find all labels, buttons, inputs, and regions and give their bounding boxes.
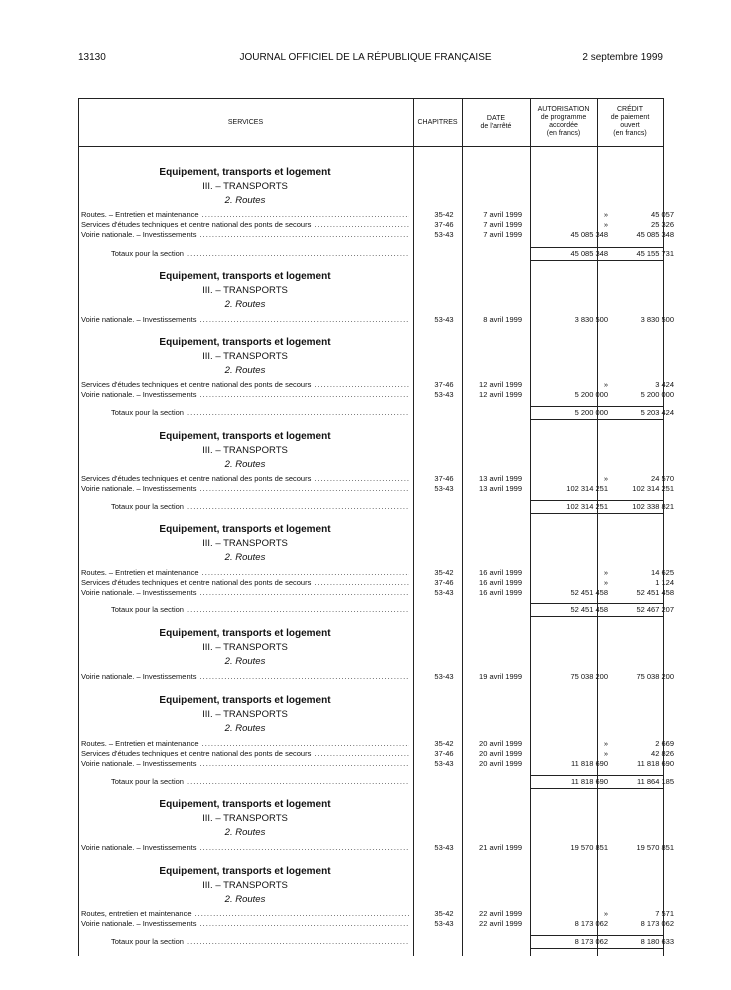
table-row <box>81 578 674 588</box>
row-autorisation: » <box>603 220 608 229</box>
row-date: 12 avril 1999 <box>479 390 522 399</box>
column-header-credit <box>597 106 663 138</box>
column-header-autorisation-line4: (en francs) <box>546 130 581 137</box>
section-subsection: 2. Routes <box>224 827 266 838</box>
row-chapter: 53-43 <box>434 390 454 399</box>
section-subsection: 2. Routes <box>224 723 266 734</box>
totals-autorisation: 102 314 251 <box>566 502 608 511</box>
section-title: Equipement, transports et logement <box>159 167 331 178</box>
table-row <box>81 230 674 240</box>
section-heading <box>120 798 370 840</box>
row-autorisation: 19 570 851 <box>570 843 608 852</box>
row-autorisation: » <box>603 909 608 918</box>
row-label: Voirie nationale. – Investissements ..... <box>81 843 409 853</box>
row-credit: 8 173 062 <box>640 919 674 928</box>
row-label: Voirie nationale. – Investissements ..... <box>81 230 409 240</box>
row-autorisation: » <box>603 568 608 577</box>
row-credit: 3 830 500 <box>640 315 674 324</box>
totals-credit: 11 864 185 <box>637 777 674 786</box>
row-date: 20 avril 1999 <box>479 739 522 748</box>
row-chapter: 53-43 <box>434 672 454 681</box>
section-subsection: 2. Routes <box>224 656 266 667</box>
section-totals <box>81 936 674 948</box>
row-autorisation: 8 173 062 <box>574 919 608 928</box>
section-subsection: 2. Routes <box>224 299 266 310</box>
section-totals <box>81 604 674 616</box>
row-autorisation: » <box>603 380 608 389</box>
section-heading <box>120 430 370 472</box>
section-subtitle: III. – TRANSPORTS <box>202 642 288 653</box>
section-subtitle: III. – TRANSPORTS <box>202 709 288 720</box>
row-label: Routes. – Entretien et maintenance ..... <box>81 568 409 578</box>
row-label: Services d'études techniques et centre national des ponts de secours ..... <box>81 749 409 759</box>
row-date: 16 avril 1999 <box>479 588 522 597</box>
row-label: Services d'études techniques et centre national des ponts de secours ..... <box>81 578 409 588</box>
section-title: Equipement, transports et logement <box>159 799 331 810</box>
row-credit: 45 057 <box>651 210 674 219</box>
row-credit: 42 826 <box>651 749 674 758</box>
row-chapter: 37-46 <box>434 749 454 758</box>
totals-label: Totaux pour la section ..... <box>111 604 409 616</box>
section-subtitle: III. – TRANSPORTS <box>202 813 288 824</box>
row-label: Routes. – Entretien et maintenance ..... <box>81 739 409 749</box>
row-autorisation: » <box>603 210 608 219</box>
row-autorisation: » <box>603 739 608 748</box>
row-autorisation: » <box>603 578 608 587</box>
section-subtitle: III. – TRANSPORTS <box>202 181 288 192</box>
row-label: Services d'études techniques et centre national des ponts de secours ..... <box>81 220 409 230</box>
row-credit: 52 451 458 <box>636 588 674 597</box>
column-header-credit-line2: de paiement <box>610 114 650 121</box>
row-label: Routes. – Entretien et maintenance ..... <box>81 210 409 220</box>
column-header-credit-line4: (en francs) <box>613 130 647 137</box>
row-label: Voirie nationale. – Investissements ..... <box>81 588 409 598</box>
row-date: 19 avril 1999 <box>479 672 522 681</box>
table-row <box>81 474 674 484</box>
section-heading <box>120 166 370 208</box>
row-credit: 45 085 348 <box>636 230 674 239</box>
row-chapter: 53-43 <box>434 230 454 239</box>
section-subsection: 2. Routes <box>224 552 266 563</box>
section-title: Equipement, transports et logement <box>159 271 331 282</box>
row-label: Voirie nationale. – Investissements ..... <box>81 672 409 682</box>
section-subtitle: III. – TRANSPORTS <box>202 538 288 549</box>
table-row <box>81 919 674 929</box>
row-label: Services d'études techniques et centre national des ponts de secours ..... <box>81 474 409 484</box>
section-subsection: 2. Routes <box>224 894 266 905</box>
section-subsection: 2. Routes <box>224 459 266 470</box>
section-title: Equipement, transports et logement <box>159 524 331 535</box>
journal-title: JOURNAL OFFICIEL DE LA RÉPUBLIQUE FRANÇAISE <box>239 52 492 63</box>
table-row <box>81 568 674 578</box>
row-credit: 3 424 <box>655 380 674 389</box>
row-date: 13 avril 1999 <box>479 484 522 493</box>
totals-autorisation: 52 451 458 <box>570 605 608 614</box>
row-chapter: 53-43 <box>434 588 454 597</box>
section-heading <box>120 694 370 736</box>
row-chapter: 37-46 <box>434 220 454 229</box>
row-credit: 102 314 251 <box>632 484 674 493</box>
totals-credit: 8 180 633 <box>640 937 674 946</box>
section-title: Equipement, transports et logement <box>159 431 331 442</box>
column-header-autorisation-line1: AUTORISATION <box>537 106 590 113</box>
table-row <box>81 672 674 682</box>
table-top-border <box>78 98 663 99</box>
row-date: 16 avril 1999 <box>479 568 522 577</box>
table-row <box>81 220 674 230</box>
section-title: Equipement, transports et logement <box>159 337 331 348</box>
row-label: Voirie nationale. – Investissements ..... <box>81 390 409 400</box>
page-number: 13130 <box>78 52 106 63</box>
table-row <box>81 759 674 769</box>
row-credit: 2 669 <box>655 739 674 748</box>
row-label: Routes, entretien et maintenance ..... <box>81 909 409 919</box>
table-row <box>81 484 674 494</box>
row-autorisation: 3 830 500 <box>574 315 608 324</box>
row-date: 7 avril 1999 <box>483 210 522 219</box>
totals-credit: 102 338 821 <box>632 502 674 511</box>
section-heading <box>120 336 370 378</box>
totals-credit: 45 155 731 <box>636 249 674 258</box>
row-autorisation: 102 314 251 <box>566 484 608 493</box>
row-autorisation: 45 085 348 <box>570 230 608 239</box>
column-header-date-line1: DATE <box>486 115 506 122</box>
row-chapter: 37-46 <box>434 380 454 389</box>
table-row <box>81 315 674 325</box>
column-header-autorisation-line3: accordée <box>549 122 578 129</box>
row-autorisation: 75 038 200 <box>570 672 608 681</box>
totals-label: Totaux pour la section ..... <box>111 776 409 788</box>
row-credit: 14 625 <box>651 568 674 577</box>
row-credit: 5 200 000 <box>640 390 674 399</box>
section-subtitle: III. – TRANSPORTS <box>202 880 288 891</box>
column-header-autorisation <box>530 106 597 138</box>
row-date: 22 avril 1999 <box>479 919 522 928</box>
totals-label: Totaux pour la section ..... <box>111 936 409 948</box>
section-title: Equipement, transports et logement <box>159 695 331 706</box>
row-date: 21 avril 1999 <box>479 843 522 852</box>
row-chapter: 35-42 <box>434 739 454 748</box>
totals-label: Totaux pour la section ..... <box>111 407 409 419</box>
column-header-date-line2: de l'arrêté <box>480 123 512 130</box>
totals-autorisation: 11 818 690 <box>571 777 608 786</box>
row-chapter: 35-42 <box>434 568 454 577</box>
row-chapter: 53-43 <box>434 315 454 324</box>
row-date: 7 avril 1999 <box>483 230 522 239</box>
row-credit: 1 124 <box>655 578 674 587</box>
row-chapter: 53-43 <box>434 919 454 928</box>
row-label: Voirie nationale. – Investissements ..... <box>81 919 409 929</box>
table-row <box>81 390 674 400</box>
row-chapter: 53-43 <box>434 759 454 768</box>
totals-label: Totaux pour la section ..... <box>111 501 409 513</box>
totals-credit: 52 467 207 <box>636 605 674 614</box>
totals-autorisation: 5 200 000 <box>574 408 608 417</box>
row-date: 13 avril 1999 <box>479 474 522 483</box>
row-chapter: 53-43 <box>434 843 454 852</box>
row-date: 20 avril 1999 <box>479 749 522 758</box>
row-credit: 75 038 200 <box>636 672 674 681</box>
section-heading <box>120 627 370 669</box>
section-totals <box>81 407 674 419</box>
section-totals <box>81 248 674 260</box>
section-totals <box>81 776 674 788</box>
section-subsection: 2. Routes <box>224 365 266 376</box>
section-title: Equipement, transports et logement <box>159 628 331 639</box>
row-credit: 19 570 851 <box>636 843 674 852</box>
row-autorisation: 52 451 458 <box>570 588 608 597</box>
publication-date: 2 septembre 1999 <box>582 52 663 63</box>
column-header-credit-line3: ouvert <box>620 122 640 129</box>
row-label: Voirie nationale. – Investissements ..... <box>81 484 409 494</box>
row-date: 8 avril 1999 <box>483 315 522 324</box>
row-label: Voirie nationale. – Investissements ..... <box>81 315 409 325</box>
section-subtitle: III. – TRANSPORTS <box>202 445 288 456</box>
table-row <box>81 588 674 598</box>
row-date: 12 avril 1999 <box>479 380 522 389</box>
row-date: 16 avril 1999 <box>479 578 522 587</box>
row-chapter: 37-46 <box>434 474 454 483</box>
section-title: Equipement, transports et logement <box>159 866 331 877</box>
column-header-services: SERVICES <box>227 119 264 126</box>
row-date: 20 avril 1999 <box>479 759 522 768</box>
table-row <box>81 843 674 853</box>
table-row <box>81 739 674 749</box>
column-header-credit-line1: CRÉDIT <box>616 106 644 113</box>
row-credit: 11 818 690 <box>637 759 674 768</box>
section-heading <box>120 270 370 312</box>
row-chapter: 37-46 <box>434 578 454 587</box>
row-label: Services d'études techniques et centre national des ponts de secours ..... <box>81 380 409 390</box>
totals-autorisation: 8 173 062 <box>574 937 608 946</box>
row-autorisation: 11 818 690 <box>571 759 608 768</box>
column-header-autorisation-line2: de programme <box>540 114 587 121</box>
row-date: 22 avril 1999 <box>479 909 522 918</box>
table-border-left <box>78 98 79 956</box>
totals-label: Totaux pour la section ..... <box>111 248 409 260</box>
section-heading <box>120 523 370 565</box>
row-credit: 7 571 <box>655 909 674 918</box>
section-subtitle: III. – TRANSPORTS <box>202 351 288 362</box>
section-subsection: 2. Routes <box>224 195 266 206</box>
section-subtitle: III. – TRANSPORTS <box>202 285 288 296</box>
column-header-date <box>462 115 530 131</box>
row-chapter: 53-43 <box>434 484 454 493</box>
row-date: 7 avril 1999 <box>483 220 522 229</box>
totals-credit: 5 203 424 <box>640 408 674 417</box>
table-header-bottom-border <box>78 146 663 147</box>
row-credit: 25 326 <box>651 220 674 229</box>
section-totals <box>81 501 674 513</box>
totals-autorisation: 45 085 348 <box>570 249 608 258</box>
row-autorisation: 5 200 000 <box>574 390 608 399</box>
table-row <box>81 380 674 390</box>
table-row <box>81 210 674 220</box>
column-header-chapitres: CHAPITRES <box>417 119 458 126</box>
row-credit: 24 570 <box>651 474 674 483</box>
row-chapter: 35-42 <box>434 909 454 918</box>
row-label: Voirie nationale. – Investissements ..... <box>81 759 409 769</box>
row-autorisation: » <box>603 749 608 758</box>
table-row <box>81 909 674 919</box>
row-chapter: 35-42 <box>434 210 454 219</box>
row-autorisation: » <box>603 474 608 483</box>
section-heading <box>120 865 370 907</box>
table-row <box>81 749 674 759</box>
